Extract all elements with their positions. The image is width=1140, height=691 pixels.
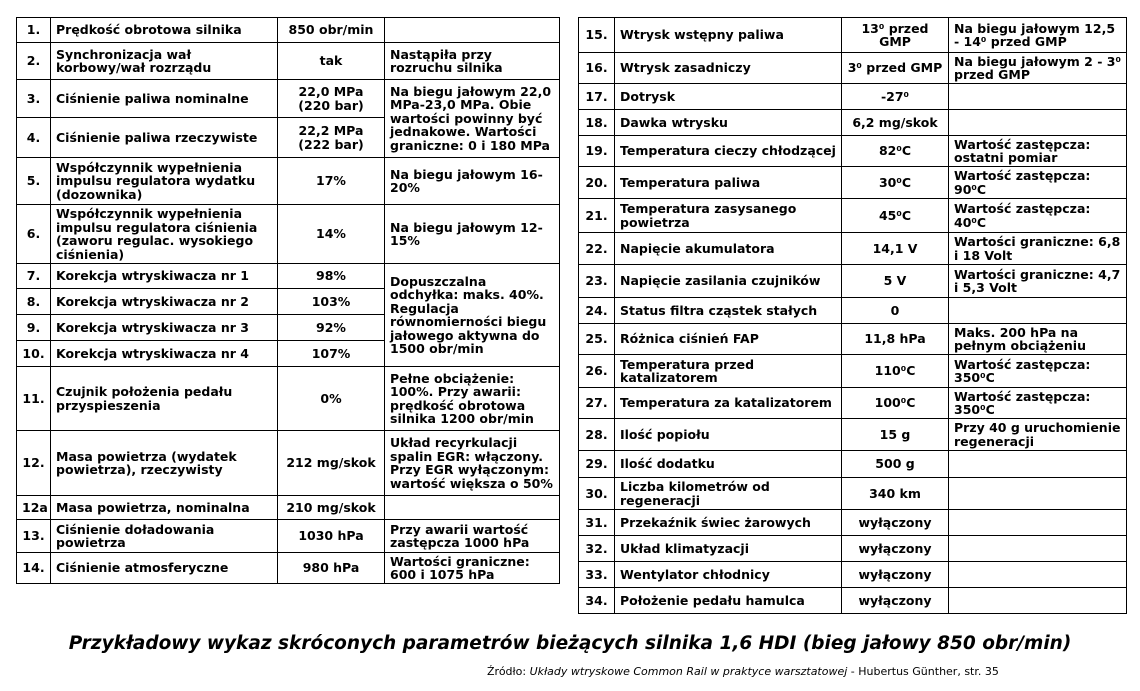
parameter-remark <box>949 536 1127 562</box>
parameter-name: Położenie pedału hamulca <box>615 588 842 614</box>
parameter-value: 92% <box>278 315 385 341</box>
parameter-remark: Wartości graniczne: 600 i 1075 hPa <box>385 553 560 584</box>
row-number: 10. <box>17 341 51 367</box>
parameter-name: Temperatura przed katalizatorem <box>615 355 842 388</box>
parameter-remark: Wartość zastępcza: 40⁰C <box>949 199 1127 233</box>
parameter-name: Ciśnienie doładowania powietrza <box>51 520 278 553</box>
table-row <box>579 265 1127 298</box>
parameter-value: tak <box>278 43 385 80</box>
table-row <box>579 324 1127 355</box>
parameter-name: Korekcja wtryskiwacza nr 2 <box>51 289 278 315</box>
parameter-name: Temperatura zasysanego powietrza <box>615 199 842 233</box>
parameter-value: 17% <box>278 158 385 205</box>
parameter-name: Temperatura cieczy chłodzącej <box>615 136 842 167</box>
parameter-name: Wtrysk wstępny paliwa <box>615 18 842 53</box>
table-row <box>579 110 1127 136</box>
parameter-remark: Wartości graniczne: 6,8 i 18 Volt <box>949 233 1127 265</box>
parameter-remark: Wartość zastępcza: ostatni pomiar <box>949 136 1127 167</box>
table-row <box>17 496 560 520</box>
source-prefix: Źródło: <box>487 665 530 678</box>
parameter-name: Przekaźnik świec żarowych <box>615 510 842 536</box>
row-number: 25. <box>579 324 615 355</box>
parameter-value: 6,2 mg/skok <box>842 110 949 136</box>
table-row <box>579 18 1127 53</box>
parameter-value: 0% <box>278 367 385 431</box>
parameter-remark <box>949 110 1127 136</box>
parameter-value: 107% <box>278 341 385 367</box>
row-number: 19. <box>579 136 615 167</box>
row-number: 30. <box>579 478 615 510</box>
row-number: 13. <box>17 520 51 553</box>
parameter-name: Napięcie zasilania czujników <box>615 265 842 298</box>
right-parameter-table <box>578 17 1127 614</box>
parameter-value: 340 km <box>842 478 949 510</box>
table-caption: Przykładowy wykaz skróconych parametrów bieżących silnika 1,6 HDI (bieg jałowy 850 obr/min) <box>68 633 1072 654</box>
row-number: 14. <box>17 553 51 584</box>
parameter-remark: Na biegu jałowym 12,5 - 14⁰ przed GMP <box>949 18 1127 53</box>
parameter-value: 5 V <box>842 265 949 298</box>
table-row <box>579 199 1127 233</box>
table-row <box>579 510 1127 536</box>
parameter-remark: Nastąpiła przy rozruchu silnika <box>385 43 560 80</box>
parameter-value: wyłączony <box>842 588 949 614</box>
parameter-value: 22,0 MPa (220 bar) <box>278 80 385 118</box>
parameter-name: Masa powietrza, nominalna <box>51 496 278 520</box>
parameter-remark: Przy 40 g uruchomienie regeneracji <box>949 419 1127 451</box>
parameter-remark <box>949 562 1127 588</box>
row-number: 28. <box>579 419 615 451</box>
parameter-name: Temperatura za katalizatorem <box>615 388 842 419</box>
parameter-name: Korekcja wtryskiwacza nr 3 <box>51 315 278 341</box>
table-row <box>17 158 560 205</box>
parameter-name: Czujnik położenia pedału przyspieszenia <box>51 367 278 431</box>
parameter-remark <box>949 478 1127 510</box>
parameter-remark <box>949 588 1127 614</box>
parameter-value: 980 hPa <box>278 553 385 584</box>
parameter-name: Ciśnienie paliwa rzeczywiste <box>51 118 278 158</box>
parameter-remark <box>949 298 1127 324</box>
parameter-value: 14% <box>278 205 385 264</box>
row-number: 6. <box>17 205 51 264</box>
parameter-name: Temperatura paliwa <box>615 167 842 199</box>
parameter-name: Prędkość obrotowa silnika <box>51 18 278 43</box>
row-number: 12a <box>17 496 51 520</box>
parameter-remark: Wartość zastępcza: 350⁰C <box>949 355 1127 388</box>
source-citation <box>487 665 999 678</box>
row-number: 16. <box>579 53 615 84</box>
table-row <box>579 53 1127 84</box>
parameter-name: Wentylator chłodnicy <box>615 562 842 588</box>
parameter-remark: Na biegu jałowym 12-15% <box>385 205 560 264</box>
row-number: 4. <box>17 118 51 158</box>
parameter-value: 850 obr/min <box>278 18 385 43</box>
parameter-value: 3⁰ przed GMP <box>842 53 949 84</box>
parameter-name: Ciśnienie atmosferyczne <box>51 553 278 584</box>
parameter-value: 98% <box>278 264 385 289</box>
parameter-remark: Wartości graniczne: 4,7 i 5,3 Volt <box>949 265 1127 298</box>
parameter-value: 15 g <box>842 419 949 451</box>
row-number: 5. <box>17 158 51 205</box>
parameter-name: Ilość dodatku <box>615 451 842 478</box>
parameter-name: Korekcja wtryskiwacza nr 1 <box>51 264 278 289</box>
parameter-name: Synchronizacja wał korbowy/wał rozrządu <box>51 43 278 80</box>
row-number: 21. <box>579 199 615 233</box>
parameter-value: 212 mg/skok <box>278 431 385 496</box>
parameter-name: Ilość popiołu <box>615 419 842 451</box>
parameter-value: -27⁰ <box>842 84 949 110</box>
parameter-value: 1030 hPa <box>278 520 385 553</box>
row-number: 23. <box>579 265 615 298</box>
table-row <box>17 80 560 118</box>
row-number: 34. <box>579 588 615 614</box>
parameter-value: 103% <box>278 289 385 315</box>
table-row <box>17 520 560 553</box>
parameter-value: 110⁰C <box>842 355 949 388</box>
parameter-remark: Pełne obciążenie: 100%. Przy awarii: prędkość obrotowa silnika 1200 obr/min <box>385 367 560 431</box>
parameter-value: 11,8 hPa <box>842 324 949 355</box>
parameter-value: 45⁰C <box>842 199 949 233</box>
source-suffix: - Hubertus Günther, str. 35 <box>847 665 999 678</box>
row-number: 11. <box>17 367 51 431</box>
table-row <box>579 451 1127 478</box>
parameter-remark <box>385 496 560 520</box>
row-number: 8. <box>17 289 51 315</box>
parameter-remark: Na biegu jałowym 2 - 3⁰ przed GMP <box>949 53 1127 84</box>
row-number: 26. <box>579 355 615 388</box>
row-number: 24. <box>579 298 615 324</box>
parameter-name: Różnica ciśnień FAP <box>615 324 842 355</box>
parameter-name: Napięcie akumulatora <box>615 233 842 265</box>
row-number: 29. <box>579 451 615 478</box>
parameter-name: Liczba kilometrów od regeneracji <box>615 478 842 510</box>
parameter-name: Ciśnienie paliwa nominalne <box>51 80 278 118</box>
row-number: 1. <box>17 18 51 43</box>
parameter-remark: Układ recyrkulacji spalin EGR: włączony. Przy EGR wyłączonym: wartość większa o 50% <box>385 431 560 496</box>
parameter-remark <box>949 451 1127 478</box>
table-row <box>579 355 1127 388</box>
row-number: 2. <box>17 43 51 80</box>
table-row <box>579 388 1127 419</box>
table-row <box>579 233 1127 265</box>
parameter-name: Korekcja wtryskiwacza nr 4 <box>51 341 278 367</box>
parameter-value: 30⁰C <box>842 167 949 199</box>
row-number: 17. <box>579 84 615 110</box>
parameter-name: Współczynnik wypełnienia impulsu regulatora ciśnienia (zaworu regulac. wysokiego ciśnienia) <box>51 205 278 264</box>
table-row <box>579 298 1127 324</box>
parameter-name: Status filtra cząstek stałych <box>615 298 842 324</box>
row-number: 20. <box>579 167 615 199</box>
source-title: Układy wtryskowe Common Rail w praktyce warsztatowej <box>529 665 848 678</box>
parameter-value: 0 <box>842 298 949 324</box>
row-number: 27. <box>579 388 615 419</box>
row-number: 32. <box>579 536 615 562</box>
row-number: 12. <box>17 431 51 496</box>
parameter-remark: Dopuszczalna odchyłka: maks. 40%. Regulacja równomierności biegu jałowego aktywna do 1500 obr/min <box>385 264 560 367</box>
parameter-value: 22,2 MPa (222 bar) <box>278 118 385 158</box>
row-number: 7. <box>17 264 51 289</box>
parameter-value: 13⁰ przed GMP <box>842 18 949 53</box>
parameter-value: wyłączony <box>842 510 949 536</box>
table-row <box>579 419 1127 451</box>
row-number: 22. <box>579 233 615 265</box>
table-row <box>17 553 560 584</box>
parameter-remark <box>949 510 1127 536</box>
parameter-remark <box>385 18 560 43</box>
table-row <box>17 264 560 289</box>
table-row <box>579 136 1127 167</box>
parameter-name: Masa powietrza (wydatek powietrza), rzeczywisty <box>51 431 278 496</box>
parameter-value: 82⁰C <box>842 136 949 167</box>
table-row <box>17 43 560 80</box>
table-row <box>579 84 1127 110</box>
row-number: 33. <box>579 562 615 588</box>
parameter-name: Dawka wtrysku <box>615 110 842 136</box>
parameter-value: 14,1 V <box>842 233 949 265</box>
parameter-value: wyłączony <box>842 536 949 562</box>
table-row <box>579 478 1127 510</box>
table-row <box>17 205 560 264</box>
parameter-remark: Przy awarii wartość zastępcza 1000 hPa <box>385 520 560 553</box>
parameter-remark <box>949 84 1127 110</box>
table-row <box>579 562 1127 588</box>
parameter-name: Układ klimatyzacji <box>615 536 842 562</box>
row-number: 18. <box>579 110 615 136</box>
row-number: 3. <box>17 80 51 118</box>
row-number: 15. <box>579 18 615 53</box>
parameter-remark: Na biegu jałowym 16-20% <box>385 158 560 205</box>
parameter-remark: Wartość zastępcza: 90⁰C <box>949 167 1127 199</box>
parameter-name: Współczynnik wypełnienia impulsu regulatora wydatku (dozownika) <box>51 158 278 205</box>
parameter-remark: Wartość zastępcza: 350⁰C <box>949 388 1127 419</box>
parameter-name: Dotrysk <box>615 84 842 110</box>
parameter-value: 500 g <box>842 451 949 478</box>
left-parameter-table <box>16 17 560 584</box>
parameter-value: 210 mg/skok <box>278 496 385 520</box>
row-number: 9. <box>17 315 51 341</box>
parameter-name: Wtrysk zasadniczy <box>615 53 842 84</box>
parameter-value: 100⁰C <box>842 388 949 419</box>
parameter-remark: Maks. 200 hPa na pełnym obciążeniu <box>949 324 1127 355</box>
table-row <box>17 18 560 43</box>
table-row <box>17 431 560 496</box>
parameter-remark: Na biegu jałowym 22,0 MPa-23,0 MPa. Obie wartości powinny być jednakowe. Wartości graniczne: 0 i 180 MPa <box>385 80 560 158</box>
parameter-value: wyłączony <box>842 562 949 588</box>
table-row <box>579 588 1127 614</box>
table-row <box>579 167 1127 199</box>
table-row <box>579 536 1127 562</box>
row-number: 31. <box>579 510 615 536</box>
table-row <box>17 367 560 431</box>
